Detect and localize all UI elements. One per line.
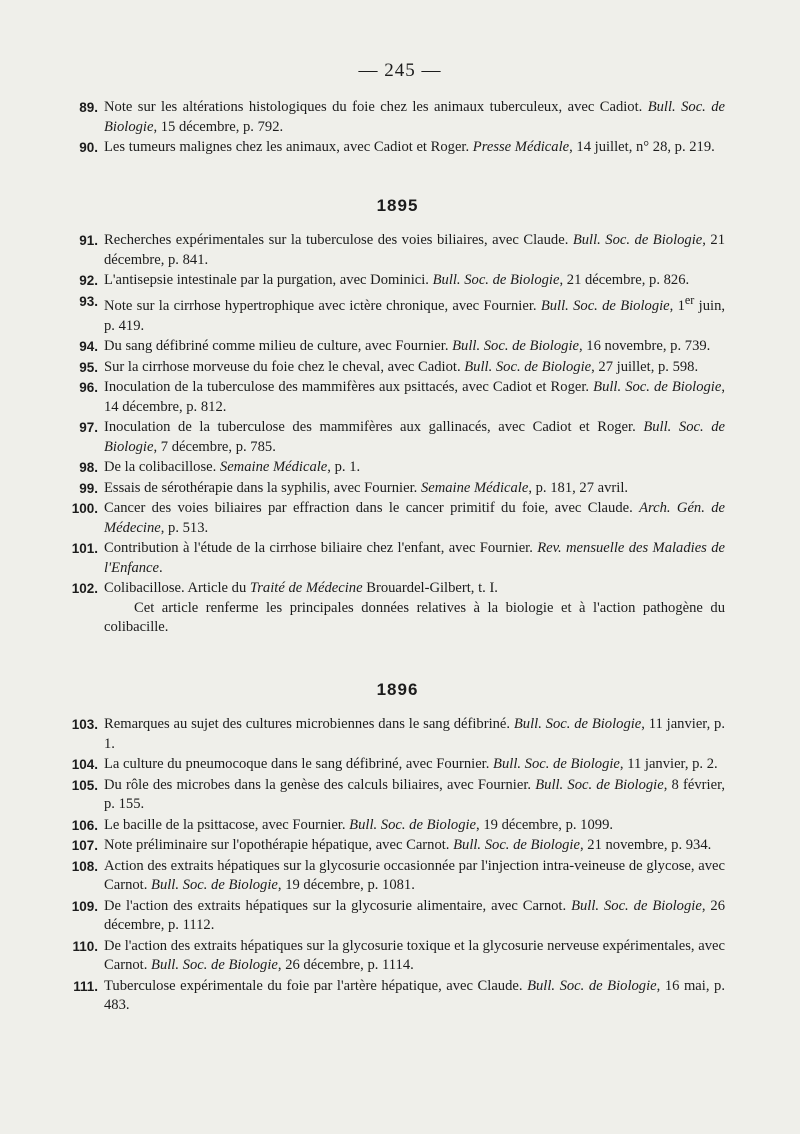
entry-number: 111.: [73, 978, 98, 994]
entry-number: 106.: [71, 817, 98, 833]
entry-number: 108.: [71, 858, 98, 874]
bibliography-entry: [70, 499, 725, 538]
entry-number: 90.: [79, 140, 98, 155]
entry-number: 107.: [71, 838, 98, 853]
bibliography-entry: [70, 138, 725, 158]
entry-number: 101.: [71, 541, 98, 557]
entry-text: Les tumeurs malignes chez les animaux, avec Cadiot et Roger. Presse Médicale, 14 juillet, n° 28, p. 219.: [104, 139, 715, 155]
bibliography-entry: [70, 337, 725, 357]
entry-number: 102.: [71, 581, 98, 597]
entry-text: Du sang défibriné comme milieu de culture, avec Fournier. Bull. Soc. de Biologie, 16 novembre, p. 739.: [104, 338, 711, 355]
entry-note: Cet article renferme les principales données relatives à la biologie et à l'action pathogène du colibacille.: [104, 599, 725, 636]
entry-number: 94.: [79, 339, 98, 355]
bibliography-entry: [70, 977, 725, 1016]
bibliography-entry: [70, 539, 725, 578]
bibliography-entry: [70, 857, 725, 896]
entry-number: 103.: [71, 717, 98, 732]
entry-text: La culture du pneumocoque dans le sang défibriné, avec Fournier. Bull. Soc. de Biologie, 11 janvier, p. 2.: [104, 756, 718, 772]
entry-text: Note sur les altérations histologiques du foie chez les animaux tuberculeux, avec Cadiot. Bull. Soc. de Biologie, 15 décembre, p. 792.: [104, 99, 726, 135]
entry-number: 89.: [79, 100, 98, 115]
section-1896-entries: [70, 715, 725, 1017]
section-1895: [70, 196, 725, 216]
entry-number: 98.: [79, 460, 98, 476]
bibliography-entry: [70, 418, 725, 457]
entry-text: Note sur la cirrhose hypertrophique avec ictère chronique, avec Fournier. Bull. Soc. de Biologie, 1er juin, p. 419.: [104, 293, 726, 334]
entry-number: 99.: [79, 480, 98, 496]
entry-number: 96.: [79, 380, 98, 396]
bibliography-entry: [70, 816, 725, 836]
entry-number: 92.: [79, 273, 98, 288]
entry-text: Cancer des voies biliaires par effraction dans le cancer primitif du foie, avec Claude. Arch. Gén. de Médecine, p. 513.: [104, 500, 725, 536]
entry-number: 105.: [71, 777, 98, 793]
bibliography-entry: [70, 479, 725, 499]
entry-number: 104.: [71, 757, 98, 772]
section-continued: [70, 98, 725, 159]
entry-text: Sur la cirrhose morveuse du foie chez le cheval, avec Cadiot. Bull. Soc. de Biologie, 27 juillet, p. 598.: [104, 358, 699, 375]
entry-text: De l'action des extraits hépatiques sur la glycosurie toxique et la glycosurie nerveuse expérimentales, avec Carnot. Bull. Soc. de Biologie, 26 décembre, p. 1114.: [104, 937, 725, 973]
bibliography-entry: [70, 897, 725, 936]
bibliography-entry: [70, 458, 725, 478]
bibliography-entry: [70, 292, 725, 337]
bibliography-entry: [70, 271, 725, 291]
entry-text: Inoculation de la tuberculose des mammifères aux psittacés, avec Cadiot et Roger. Bull. Soc. de Biologie, 14 décembre, p. 812.: [104, 379, 725, 415]
entry-text: Contribution à l'étude de la cirrhose biliaire chez l'enfant, avec Fournier. Rev. mensuelle des Maladies de l'Enfance.: [104, 540, 725, 576]
entry-list-1: [70, 231, 725, 638]
entry-text: Inoculation de la tuberculose des mammifères aux gallinacés, avec Cadiot et Roger. Bull. Soc. de Biologie, 7 décembre, p. 785.: [104, 419, 725, 455]
year-heading: 1896: [376, 680, 419, 699]
entry-number: 100.: [71, 501, 98, 517]
entry-text: Remarques au sujet des cultures microbiennes dans le sang défibriné. Bull. Soc. de Biologie, 11 janvier, p. 1.: [104, 716, 725, 752]
bibliography-entry: [70, 378, 725, 417]
entry-text: De la colibacillose. Semaine Médicale, p. 1.: [104, 459, 361, 476]
entry-text: Action des extraits hépatiques sur la glycosurie occasionnée par l'injection intra-veineuse de glycose, avec Carnot. Bull. Soc. de Biologie, 19 décembre, p. 1081.: [104, 857, 725, 893]
entry-number: 109.: [71, 898, 98, 914]
bibliography-entry: [70, 231, 725, 270]
bibliography-entry: [70, 937, 725, 976]
entry-text: L'antisepsie intestinale par la purgation, avec Dominici. Bull. Soc. de Biologie, 21 décembre, p. 826.: [104, 272, 690, 288]
entry-number: 110.: [72, 938, 98, 954]
bibliography-entry: [70, 98, 725, 137]
entry-text: Colibacillose. Article du Traité de Médecine Brouardel-Gilbert, t. I.: [104, 580, 498, 597]
bibliography-entry: [70, 358, 725, 378]
entry-list-0: [70, 98, 725, 158]
entry-text: Du rôle des microbes dans la genèse des calculs biliaires, avec Fournier. Bull. Soc. de Biologie, 8 février, p. 155.: [104, 776, 725, 812]
entry-text: Le bacille de la psittacose, avec Fournier. Bull. Soc. de Biologie, 19 décembre, p. 1099.: [104, 816, 614, 833]
section-1896: [70, 680, 725, 700]
section-1895-entries: [70, 231, 725, 639]
entry-number: 95.: [79, 359, 98, 375]
bibliography-entry: [70, 715, 725, 754]
entry-text: Note préliminaire sur l'opothérapie hépatique, avec Carnot. Bull. Soc. de Biologie, 21 novembre, p. 934.: [104, 837, 712, 853]
entry-number: 93.: [79, 293, 98, 309]
year-heading: 1895: [376, 196, 419, 215]
bibliography-entry: [70, 836, 725, 856]
bibliography-entry: [70, 755, 725, 775]
page-number: — 245 —: [358, 60, 442, 81]
entry-text: De l'action des extraits hépatiques sur la glycosurie alimentaire, avec Carnot. Bull. Soc. de Biologie, 26 décembre, p. 1112.: [104, 897, 725, 933]
bibliography-entry: [70, 579, 725, 638]
bibliography-entry: [70, 776, 725, 815]
entry-number: 97.: [79, 420, 98, 436]
entry-text: Essais de sérothérapie dans la syphilis, avec Fournier. Semaine Médicale, p. 181, 27 avril.: [104, 479, 629, 496]
entry-text: Recherches expérimentales sur la tuberculose des voies biliaires, avec Claude. Bull. Soc. de Biologie, 21 décembre, p. 841.: [104, 232, 725, 268]
entry-list-2: [70, 715, 725, 1016]
entry-number: 91.: [79, 233, 98, 248]
entry-text: Tuberculose expérimentale du foie par l'artère hépatique, avec Claude. Bull. Soc. de Biologie, 16 mai, p. 483.: [104, 977, 725, 1013]
